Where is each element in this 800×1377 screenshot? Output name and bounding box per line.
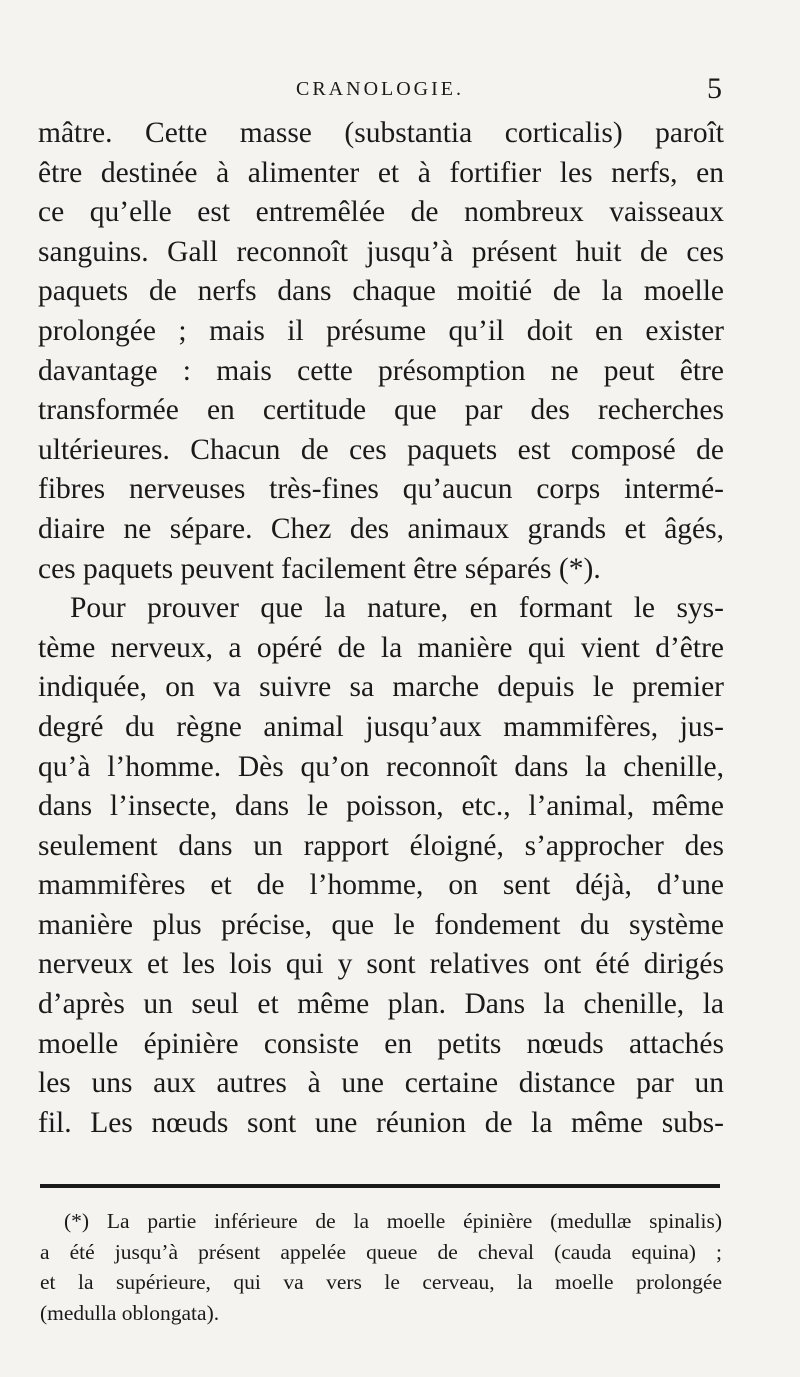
text-line: nerveux et les lois qui y sont relatives ont été dirigés xyxy=(38,948,724,981)
text-line: davantage : mais cette présomption ne peut être xyxy=(38,354,724,387)
text-line: ces paquets peuvent facilement être séparés (*). xyxy=(38,552,601,585)
text-line: ce qu’elle est entremêlée de nombreux vaisseaux xyxy=(38,196,724,229)
text-line: ultérieures. Chacun de ces paquets est composé de xyxy=(38,433,724,466)
text-line: les uns aux autres à une certaine distance par un xyxy=(38,1067,724,1100)
body-text xyxy=(38,114,724,1143)
text-line: être destinée à alimenter et à fortifier les nerfs, en xyxy=(38,156,724,189)
text-line: transformée en certitude que par des recherches xyxy=(38,394,724,427)
text-line: fibres nerveuses très-fines qu’aucun corps intermé- xyxy=(38,473,724,506)
text-line: degré du règne animal jusqu’aux mammifères, jus- xyxy=(38,710,724,743)
text-line: fil. Les nœuds sont une réunion de la même subs- xyxy=(38,1106,724,1139)
running-head xyxy=(38,72,722,108)
page-number: 5 xyxy=(707,72,722,105)
text-line: mâtre. Cette masse (substantia corticalis) paroît xyxy=(38,117,724,149)
text-line: diaire ne sépare. Chez des animaux grands et âgés, xyxy=(38,512,724,545)
text-line: moelle épinière consiste en petits nœuds attachés xyxy=(38,1027,724,1060)
text-line: manière plus précise, que le fondement du système xyxy=(38,908,724,941)
text-line: prolongée ; mais il présume qu’il doit en exister xyxy=(38,314,724,347)
text-line: mammifères et de l’homme, on sent déjà, d’une xyxy=(38,869,724,902)
footnote-line: et la supérieure, qui va vers le cerveau, la moelle prolongée xyxy=(40,1270,722,1294)
running-title: CRANOLOGIE. xyxy=(296,78,464,100)
text-line: dans l’insecte, dans le poisson, etc., l’animal, même xyxy=(38,790,724,823)
text-line: seulement dans un rapport éloigné, s’approcher des xyxy=(38,829,724,862)
footnote-divider xyxy=(40,1184,720,1188)
text-line: sanguins. Gall reconnoît jusqu’à présent huit de ces xyxy=(38,235,724,268)
footnote-line: a été jusqu’à présent appelée queue de cheval (cauda equina) ; xyxy=(40,1239,722,1264)
footnote-line: (*) La partie inférieure de la moelle épinière (medullæ spinalis) xyxy=(64,1209,722,1233)
text-line: paquets de nerfs dans chaque moitié de la moelle xyxy=(38,275,724,308)
text-line: qu’à l’homme. Dès qu’on reconnoît dans la chenille, xyxy=(38,750,724,783)
paragraph-start-line: Pour prouver que la nature, en formant le sys- xyxy=(70,592,724,625)
footnote xyxy=(40,1206,722,1328)
text-line: d’après un seul et même plan. Dans la chenille, la xyxy=(38,988,724,1021)
footnote-line: (medulla oblongata). xyxy=(40,1300,220,1325)
text-line: indiquée, on va suivre sa marche depuis le premier xyxy=(38,671,724,704)
text-line: tème nerveux, a opéré de la manière qui vient d’être xyxy=(38,631,724,664)
